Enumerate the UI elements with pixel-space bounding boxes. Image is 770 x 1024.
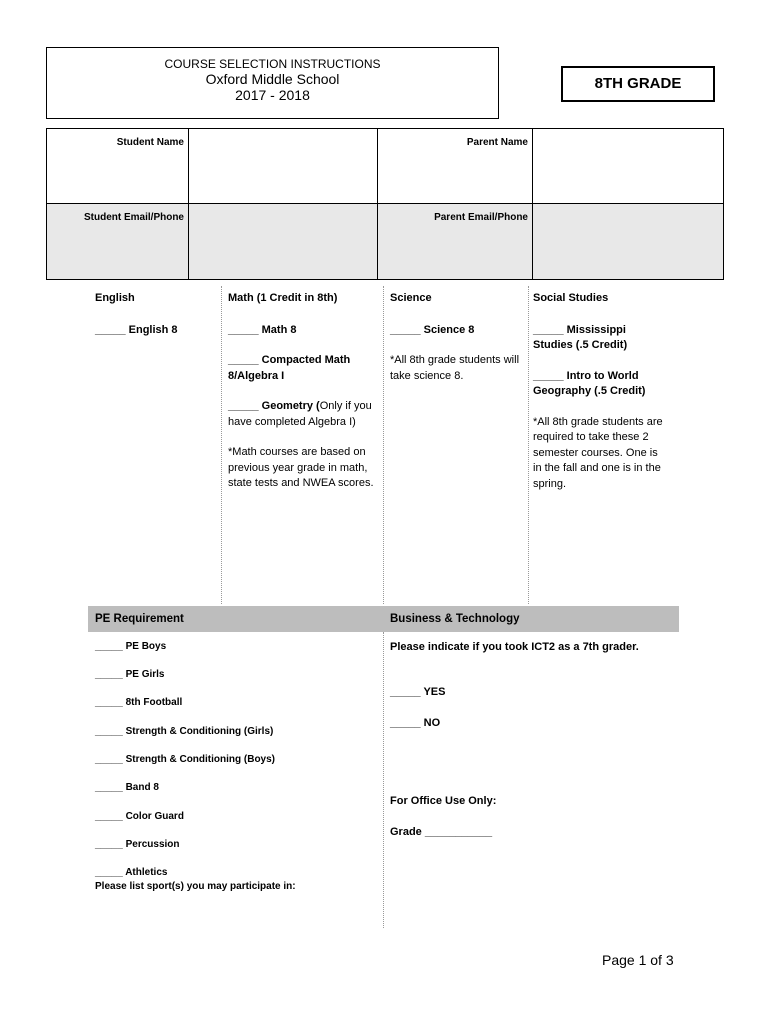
school-year: 2017 - 2018 xyxy=(235,87,310,103)
pe-option[interactable]: _____ 8th Football xyxy=(95,697,183,708)
page-number: Page 1 of 3 xyxy=(602,952,674,968)
school-name: Oxford Middle School xyxy=(205,71,340,87)
pe-option[interactable]: _____ Color Guard xyxy=(95,811,184,822)
student-contact-field[interactable] xyxy=(189,204,378,280)
column-divider xyxy=(528,286,529,604)
geometry-option[interactable] xyxy=(228,399,376,430)
english-heading: English xyxy=(95,292,135,304)
math-8-option[interactable]: _____ Math 8 xyxy=(228,323,297,336)
student-contact-label: Student Email/Phone xyxy=(47,204,189,280)
parent-contact-field[interactable] xyxy=(533,204,724,280)
column-divider xyxy=(383,286,384,604)
office-use-label: For Office Use Only: xyxy=(390,795,497,807)
column-divider xyxy=(221,286,222,604)
ict2-no-option[interactable]: _____ NO xyxy=(390,717,441,729)
sport-prompt: Please list sport(s) you may participate in: xyxy=(95,881,296,892)
student-name-label: Student Name xyxy=(47,129,189,204)
geometry-label: _____ Geometry ( xyxy=(228,400,320,412)
pe-option[interactable]: _____ PE Girls xyxy=(95,669,165,680)
student-name-field[interactable] xyxy=(189,129,378,204)
ict2-question: Please indicate if you took ICT2 as a 7th grader. xyxy=(390,641,639,653)
pe-option[interactable]: _____ Strength & Conditioning (Girls) xyxy=(95,726,274,737)
grade-badge: 8TH GRADE xyxy=(561,66,715,102)
pe-heading: PE Requirement xyxy=(95,613,184,625)
pe-option[interactable]: _____ Athletics xyxy=(95,867,168,878)
math-note: *Math courses are based on previous year grade in math, state tests and NWEA scores. xyxy=(228,446,374,489)
science-note: *All 8th grade students will take science 8. xyxy=(390,354,520,382)
pe-option[interactable]: _____ Strength & Conditioning (Boys) xyxy=(95,754,276,765)
pe-option[interactable]: _____ Band 8 xyxy=(95,782,159,793)
geometry-condition: Only if you have completed Algebra I) xyxy=(228,400,372,428)
compacted-math-option[interactable]: _____ Compacted Math 8/Algebra I xyxy=(228,354,351,382)
science-heading: Science xyxy=(390,292,432,304)
world-geography-option[interactable]: _____ Intro to World Geography (.5 Credit) xyxy=(533,369,646,397)
section-header-bar xyxy=(88,606,679,632)
form-title: COURSE SELECTION INSTRUCTIONS xyxy=(164,57,381,71)
office-grade-field: Grade ___________ xyxy=(390,826,493,838)
column-divider xyxy=(383,632,384,928)
math-column xyxy=(228,291,376,507)
science-8-option[interactable]: _____ Science 8 xyxy=(390,323,475,336)
info-table xyxy=(46,128,724,280)
social-studies-column xyxy=(533,291,668,507)
science-column xyxy=(390,291,524,399)
social-studies-heading: Social Studies xyxy=(533,292,609,304)
english-8-option[interactable]: _____ English 8 xyxy=(95,323,178,336)
english-column xyxy=(95,291,215,353)
mississippi-studies-option[interactable]: _____ Mississippi Studies (.5 Credit) xyxy=(533,323,628,351)
ict2-yes-option[interactable]: _____ YES xyxy=(390,686,446,698)
parent-name-field[interactable] xyxy=(533,129,724,204)
business-heading: Business & Technology xyxy=(390,613,520,625)
pe-option[interactable]: _____ Percussion xyxy=(95,839,180,850)
math-heading: Math (1 Credit in 8th) xyxy=(228,292,338,304)
title-box xyxy=(46,47,499,119)
social-studies-note: *All 8th grade students are required to take these 2 semester courses. One is in the fall and one is in the spring. xyxy=(533,415,663,490)
parent-contact-label: Parent Email/Phone xyxy=(378,204,533,280)
pe-option[interactable]: _____ PE Boys xyxy=(95,641,167,652)
parent-name-label: Parent Name xyxy=(378,129,533,204)
